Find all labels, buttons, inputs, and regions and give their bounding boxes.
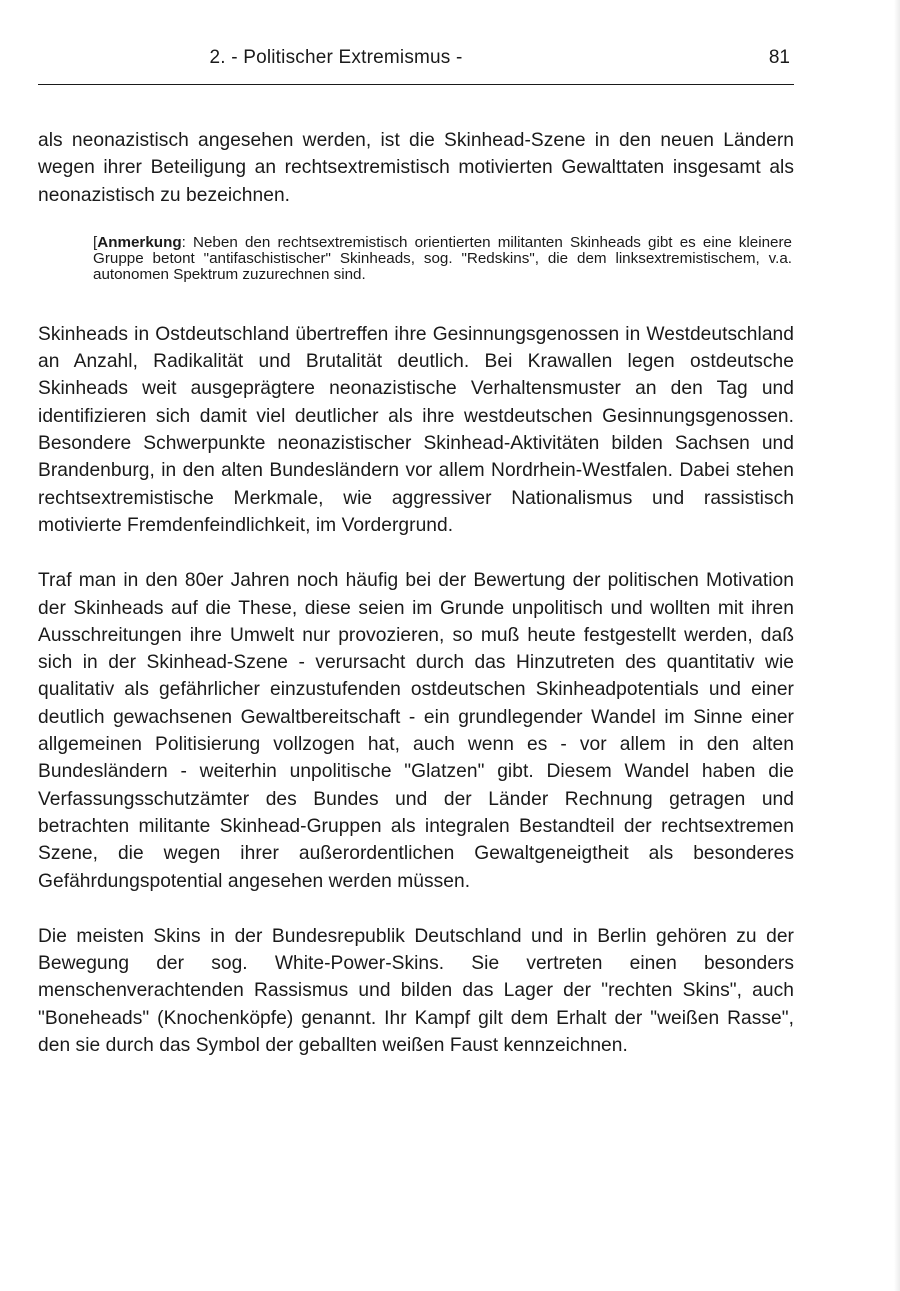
page-edge-shadow (894, 0, 900, 1291)
header-title: 2. - Politischer Extremismus - (209, 47, 463, 68)
running-header (38, 46, 794, 86)
paragraph-1: als neonazistisch angesehen werden, ist die Skinhead-Szene in den neuen Ländern wegen ihrer Beteiligung an rechtsextremistisch motivierten Gewalttaten insgesamt als neonazistisch zu bezeichnen. (38, 130, 794, 206)
note-text: : Neben den rechtsextremistisch orientierten militanten Skinheads gibt es eine kleinere Gruppe betont "antifaschistischer" Skinheads, sog. "Redskins", die dem linksextremistischem, v.a. autonomen Spektrum zuzurechnen sind. (93, 233, 792, 283)
paragraph-3: Traf man in den 80er Jahren noch häufig bei der Bewertung der politischen Motivation der Skinheads auf die These, diese seien im Grunde unpolitisch und wollten mit ihren Ausschreitungen ihre Umwelt nur provozieren, so muß heute festgestellt werden, daß sich in der Skinhead-Szene - verursacht durch das Hinzutreten des quantitativ wie qualitativ als gefährlicher einzustufenden ostdeutschen Skinheadpotentials und einer deutlich gewachsenen Gewaltbereitschaft - ein grundlegender Wandel im Sinne einer allgemeinen Politisierung vollzogen hat, auch wenn es - vor allem in den alten Bundesländern - weiterhin unpolitische "Glatzen" gibt. Diesem Wandel haben die Verfassungsschutzämter des Bundes und der Länder Rechnung getragen und betrachten militante Skinhead-Gruppen als integralen Bestandteil der rechtsextremen Szene, die wegen ihrer außerordentlichen Gewaltgeneigtheit als besonderes Gefährdungspotential angesehen werden müssen. (38, 570, 794, 892)
annotation-note (38, 235, 794, 283)
page-number: 81 (768, 47, 790, 68)
paragraph-4: Die meisten Skins in der Bundesrepublik Deutschland und in Berlin gehören zu der Bewegung der sog. White-Power-Skins. Sie vertreten einen besonders menschenverachtenden Rassismus und bilden das Lager der "rechten Skins", auch "Boneheads" (Knochenköpfe) genannt. Ihr Kampf gilt dem Erhalt der "weißen Rasse", den sie durch das Symbol der geballten weißen Faust kennzeichnen. (38, 925, 794, 1057)
body-text (38, 127, 794, 1081)
paragraph-2: Skinheads in Ostdeutschland übertreffen ihre Gesinnungsgenossen in Westdeutschland an Anzahl, Radikalität und Brutalität deutlich. Bei Krawallen legen ostdeutsche Skinheads weit ausgeprägtere neonazistische Verhaltensmuster an den Tag und identifizieren sich damit viel deutlicher als ihre westdeutschen Gesinnungsgenossen. Besondere Schwerpunkte neonazistischer Skinhead-Aktivitäten bilden Sachsen und Brandenburg, in den alten Bundesländern vor allem Nordrhein-Westfalen. Dabei stehen rechtsextremistische Merkmale, wie aggressiver Nationalismus und rassistisch motivierte Fremdenfeindlichkeit, im Vordergrund. (38, 323, 794, 536)
note-label: Anmerkung (97, 233, 182, 251)
header-rule (38, 84, 794, 85)
note-open-bracket: [ (93, 233, 98, 251)
